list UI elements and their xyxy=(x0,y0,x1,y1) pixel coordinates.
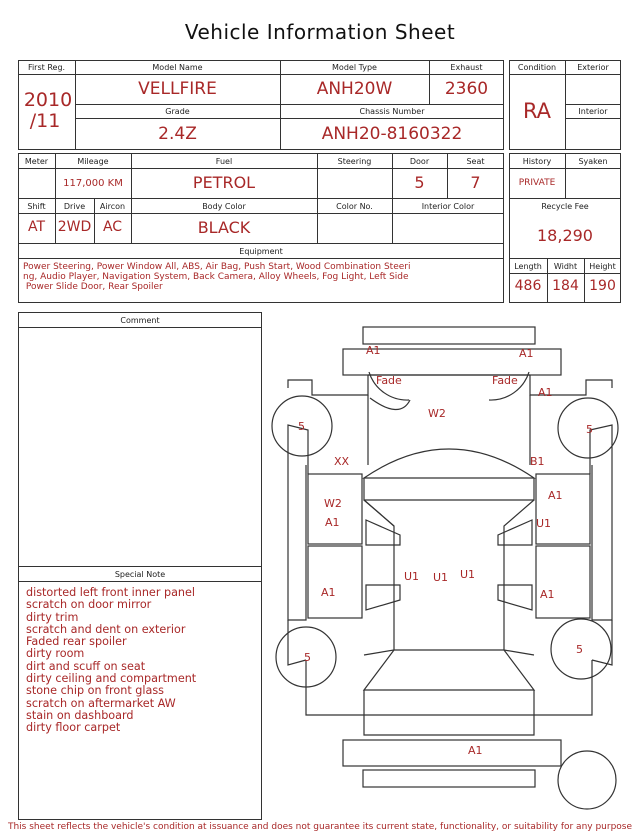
mark-right-front-door-a1: A1 xyxy=(548,489,563,502)
equipment-line: Power Slide Door, Rear Spoiler xyxy=(23,282,163,292)
syaken-label: Syaken xyxy=(578,157,608,166)
aircon-value: AC xyxy=(102,219,123,235)
recycle-fee-value: 18,290 xyxy=(537,226,593,245)
note-item: Faded rear spoiler xyxy=(26,635,127,649)
mark-wheel-rr: 5 xyxy=(576,643,583,656)
mark-roof-left: U1 xyxy=(404,570,420,583)
seat-label: Seat xyxy=(466,157,485,166)
first-reg-year: 2010 xyxy=(23,89,73,111)
chassis-number-value: ANH20-8160322 xyxy=(321,124,463,144)
first-reg-label: First Reg. xyxy=(27,63,66,72)
model-name-value: VELLFIRE xyxy=(138,79,217,99)
width-value: 184 xyxy=(552,278,579,294)
mark-front-bumper-right: A1 xyxy=(519,347,534,360)
width-label: Widht xyxy=(553,262,578,271)
model-name-label: Model Name xyxy=(152,63,203,72)
equipment-line: ng, Audio Player, Navigation System, Back Camera, Alloy Wheels, Fog Light, Left Side xyxy=(23,272,409,282)
mark-wheel-lf: 5 xyxy=(298,420,305,433)
mark-right-front-door-u1: U1 xyxy=(536,517,552,530)
mark-hood: W2 xyxy=(428,407,446,420)
mark-right-front-corner: A1 xyxy=(538,386,553,399)
equipment-line: Power Steering, Power Window All, ABS, Air Bag, Push Start, Wood Combination Steeri xyxy=(23,262,411,272)
height-value: 190 xyxy=(589,278,616,294)
condition-value: RA xyxy=(522,99,552,123)
mark-rear-bumper: A1 xyxy=(468,744,483,757)
door-value: 5 xyxy=(414,173,425,192)
first-reg-month: /11 xyxy=(29,110,61,132)
door-label: Door xyxy=(409,157,430,166)
note-item: scratch on aftermarket AW xyxy=(26,696,176,710)
comment-label: Comment xyxy=(120,316,160,325)
interior-color-label: Interior Color xyxy=(421,202,475,211)
model-type-label: Model Type xyxy=(332,63,377,72)
mark-left-front-door-a1: A1 xyxy=(325,516,340,529)
seat-value: 7 xyxy=(470,173,481,192)
mark-right-front-fender: B1 xyxy=(530,455,545,468)
mark-roof-center: U1 xyxy=(433,571,449,584)
note-item: stain on dashboard xyxy=(26,708,134,722)
note-item: dirt and scuff on seat xyxy=(26,659,146,673)
history-value: PRIVATE xyxy=(518,178,556,188)
fuel-value: PETROL xyxy=(192,173,256,192)
shift-value: AT xyxy=(27,219,46,235)
body-color-label: Body Color xyxy=(202,202,246,211)
color-no-label: Color No. xyxy=(336,202,373,211)
fuel-label: Fuel xyxy=(215,157,233,166)
note-item: stone chip on front glass xyxy=(26,684,164,698)
height-label: Height xyxy=(589,262,616,271)
note-item: scratch and dent on exterior xyxy=(26,622,186,636)
mark-roof-right: U1 xyxy=(460,568,476,581)
special-note-label: Special Note xyxy=(114,570,166,579)
interior-label: Interior xyxy=(578,107,608,116)
grade-label: Grade xyxy=(165,107,190,116)
page-title: Vehicle Information Sheet xyxy=(184,20,456,44)
note-item: dirty trim xyxy=(26,610,79,624)
shift-label: Shift xyxy=(27,202,46,211)
note-item: dirty room xyxy=(26,647,85,661)
chassis-number-label: Chassis Number xyxy=(359,107,425,116)
mark-fade-right: Fade xyxy=(492,374,518,387)
steering-label: Steering xyxy=(337,157,372,166)
mileage-value: 117,000 KM xyxy=(63,178,123,189)
exterior-label: Exterior xyxy=(577,63,609,72)
recycle-fee-label: Recycle Fee xyxy=(541,202,589,211)
drive-value: 2WD xyxy=(57,219,92,235)
mark-wheel-rf: 5 xyxy=(586,423,593,436)
mark-left-rear-door: A1 xyxy=(321,586,336,599)
mark-right-rear-door: A1 xyxy=(540,588,555,601)
mark-front-bumper-left: A1 xyxy=(366,344,381,357)
disclaimer-footer: This sheet reflects the vehicle's condition at issuance and does not guarantee its current state, functionality, or suitability for any purpose xyxy=(7,822,633,832)
history-label: History xyxy=(522,157,552,166)
mark-left-front-fender: XX xyxy=(334,455,350,468)
note-item: dirty ceiling and compartment xyxy=(26,672,197,686)
grade-value: 2.4Z xyxy=(158,124,197,144)
note-item: dirty floor carpet xyxy=(26,721,121,735)
length-label: Length xyxy=(514,262,542,271)
condition-label: Condition xyxy=(517,63,557,72)
mileage-label: Mileage xyxy=(77,157,109,166)
exhaust-value: 2360 xyxy=(444,79,489,99)
exhaust-label: Exhaust xyxy=(450,63,483,72)
aircon-label: Aircon xyxy=(99,202,126,211)
drive-label: Drive xyxy=(63,202,86,211)
length-value: 486 xyxy=(514,278,542,294)
mark-fade-left: Fade xyxy=(376,374,402,387)
body-color-value: BLACK xyxy=(197,218,251,237)
mark-left-front-door-w2: W2 xyxy=(324,497,342,510)
mark-wheel-lr: 5 xyxy=(304,651,311,664)
note-item: scratch on door mirror xyxy=(26,598,152,612)
model-type-value: ANH20W xyxy=(316,79,393,99)
note-item: distorted left front inner panel xyxy=(26,586,196,599)
meter-label: Meter xyxy=(24,157,49,166)
equipment-label: Equipment xyxy=(239,247,283,256)
